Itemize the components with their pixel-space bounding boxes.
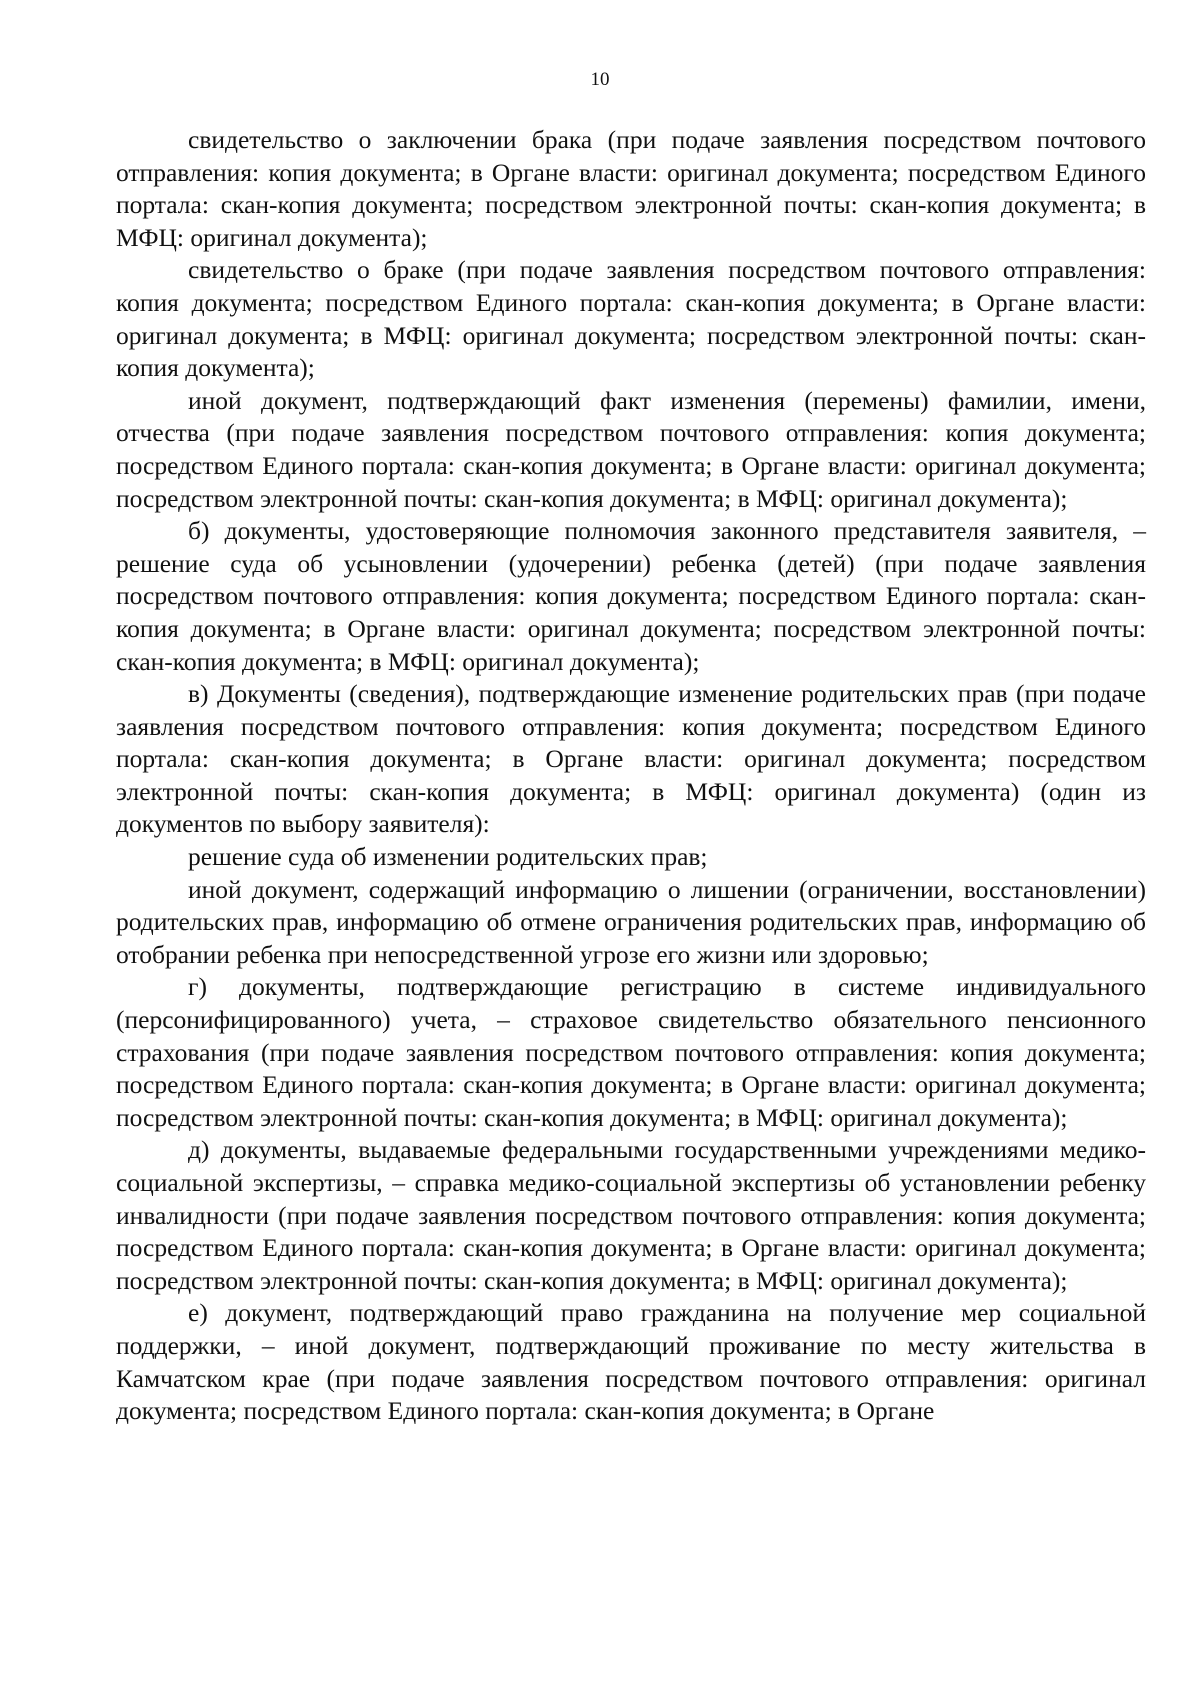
- paragraph-court-decision: решение суда об изменении родительских прав;: [188, 842, 708, 872]
- paragraph-item-b: б) документы, удостоверяющие полномочия законного представителя заявителя, – решение суда об усыновлении (удочерении) ребенка (детей) (при подаче заявления посредством почтового отправления: копия документа; посредством Единого портала: скан-копия документа; в Органе власти: оригинал документа; посредством электронной почты: скан-копия документа; в МФЦ: оригинал документа);: [116, 516, 1146, 676]
- page-number: 10: [590, 69, 610, 90]
- paragraph-item-e: е) документ, подтверждающий право гражданина на получение мер социальной поддержки, – иной документ, подтверждающий проживание по месту жительства в Камчатском крае (при подаче заявления посредством почтового отправления: оригинал документа; посредством Единого портала: скан-копия документа; в Органе: [116, 1298, 1146, 1426]
- paragraph-parental-rights-document: иной документ, содержащий информацию о лишении (ограничении, восстановлении) родительских прав, информацию об отмене ограничения родительских прав, информацию об отобрании ребенка при непосредственной угрозе его жизни или здоровью;: [116, 874, 1146, 969]
- paragraph-marriage-certificate-alt: свидетельство о браке (при подаче заявления посредством почтового отправления: копия документа; посредством Единого портала: скан-копия документа; в Органе власти: оригинал документа; в МФЦ: оригинал документа; посредством электронной почты: скан-копия документа);: [116, 255, 1146, 383]
- paragraph-item-d: д) документы, выдаваемые федеральными государственными учреждениями медико-социальной экспертизы, – справка медико-социальной экспертизы об установлении ребенку инвалидности (при подаче заявления посредством почтового отправления: копия документа; посредством Единого портала: скан-копия документа; в Органе власти: оригинал документа; посредством электронной почты: скан-копия документа; в МФЦ: оригинал документа);: [116, 1135, 1146, 1295]
- document-body: [116, 124, 1146, 1428]
- paragraph-name-change-document: иной документ, подтверждающий факт изменения (перемены) фамилии, имени, отчества (при подаче заявления посредством почтового отправления: копия документа; посредством Единого портала: скан-копия документа; в Органе власти: оригинал документа; посредством электронной почты: скан-копия документа; в МФЦ: оригинал документа);: [116, 385, 1146, 513]
- paragraph-marriage-certificate: свидетельство о заключении брака (при подаче заявления посредством почтового отправления: копия документа; в Органе власти: оригинал документа; посредством Единого портала: скан-копия документа; посредством электронной почты: скан-копия документа; в МФЦ: оригинал документа);: [116, 125, 1146, 252]
- paragraph-item-v: в) Документы (сведения), подтверждающие изменение родительских прав (при подаче заявления посредством почтового отправления: копия документа; посредством Единого портала: скан-копия документа; в Органе власти: оригинал документа; посредством электронной почты: скан-копия документа; в МФЦ: оригинал документа) (один из документов по выбору заявителя):: [116, 679, 1146, 839]
- paragraph-item-g: г) документы, подтверждающие регистрацию в системе индивидуального (персонифицированного) учета, – страховое свидетельство обязательного пенсионного страхования (при подаче заявления посредством почтового отправления: копия документа; посредством Единого портала: скан-копия документа; в Органе власти: оригинал документа; посредством электронной почты: скан-копия документа; в МФЦ: оригинал документа);: [116, 972, 1146, 1132]
